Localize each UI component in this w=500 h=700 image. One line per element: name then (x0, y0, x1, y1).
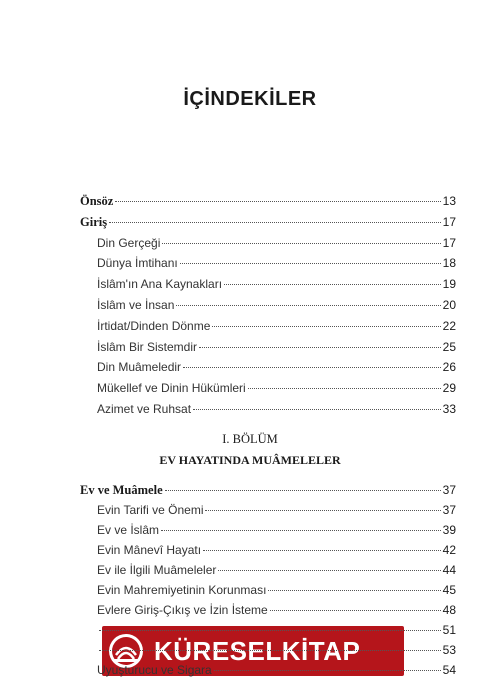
toc-entry-page: 39 (442, 523, 456, 537)
toc-entry (80, 193, 456, 209)
toc-leader-dots (115, 201, 440, 202)
toc-entry-label: Din Gerçeği (97, 235, 161, 250)
toc-entry-label: Giriş (80, 214, 108, 229)
toc-entry (97, 339, 456, 355)
toc-entry (80, 482, 456, 498)
toc-entry-label: Evin Mânevî Hayatı (97, 543, 202, 557)
toc-entry-label: Dünya İmtihanı (97, 256, 178, 271)
toc-entry-page: 18 (442, 256, 456, 271)
toc-leader-dots (248, 388, 441, 389)
toc-entry-page: 45 (442, 583, 456, 597)
toc-entry-page: 42 (442, 543, 456, 557)
toc-entry (97, 562, 456, 578)
toc-entry-label: İslâm Bir Sistemdir (97, 339, 198, 354)
toc-entry-page: 17 (442, 214, 456, 229)
toc-leader-dots (180, 263, 441, 264)
toc-entry-page: 29 (442, 381, 456, 396)
toc-entry-label: İslâm ve İnsan (97, 298, 175, 312)
page-title: İÇİNDEKİLER (183, 88, 317, 110)
toc-entry (97, 255, 456, 271)
toc-leader-dots (224, 284, 441, 285)
toc-entry-label: Ev ve İslâm (97, 523, 160, 537)
toc-entry-label: Evin Tarifi ve Önemi (97, 503, 204, 517)
toc-entry-page: 20 (442, 298, 456, 312)
toc-entry-label: Uyuşturucu ve Sigara (97, 663, 212, 677)
toc-leader-dots (218, 570, 440, 571)
toc-entry (97, 401, 456, 417)
toc-entry-page: 54 (442, 663, 456, 677)
toc-entry-page: 44 (442, 563, 456, 577)
toc-leader-dots (199, 347, 441, 348)
toc-entry-label: Azimet ve Ruhsat (97, 402, 192, 416)
toc-entry (97, 642, 456, 658)
toc-entry-page: 48 (442, 603, 456, 617)
toc-entry (97, 662, 456, 678)
watermark-brand-text: KÜRESELKİTAP (154, 635, 361, 666)
toc-entry-label: Evin Mahremiyetinin Korunması (97, 583, 267, 597)
toc-leader-dots (109, 222, 441, 223)
toc-entry (97, 622, 456, 638)
toc-entry-page: 53 (442, 643, 456, 657)
toc-leader-dots (270, 610, 441, 611)
toc-leader-dots (183, 367, 441, 368)
toc-entry (97, 602, 456, 618)
toc-entry (97, 297, 456, 313)
toc-leader-dots (214, 670, 441, 671)
toc-leader-dots (99, 630, 441, 631)
toc-entry-page: 25 (442, 339, 456, 354)
toc-entry-page: 26 (442, 360, 456, 375)
toc-entry-label: İrtidat/Dinden Dönme (97, 318, 211, 333)
toc-entry (97, 502, 456, 518)
toc-entry-page: 51 (442, 623, 456, 637)
toc-entry-page: 33 (442, 402, 456, 416)
toc-leader-dots (176, 305, 440, 306)
toc-entry-page: 37 (442, 483, 456, 497)
toc-leader-dots (203, 550, 441, 551)
toc-entry-label: Ev ile İlgili Muâmeleler (97, 563, 217, 577)
toc-leader-dots (161, 530, 441, 531)
toc-entry (97, 276, 456, 292)
toc-entry-page: 13 (442, 194, 456, 208)
toc-leader-dots (99, 650, 441, 651)
toc-entry (97, 380, 456, 396)
toc-entry-label: İslâm'ın Ana Kaynakları (97, 277, 223, 292)
toc-leader-dots (193, 409, 441, 410)
toc-leader-dots (205, 510, 440, 511)
toc-entry-page: 17 (442, 235, 456, 250)
toc-entry-label: Din Muâmeledir (97, 360, 182, 375)
toc-entry (97, 359, 456, 375)
toc-entry (97, 522, 456, 538)
toc-entry-label: Mükellef ve Dinin Hükümleri (97, 381, 246, 396)
toc-leader-dots (165, 490, 441, 491)
toc-leader-dots (212, 326, 440, 327)
section-number: I. BÖLÜM (222, 432, 278, 446)
toc-entry (97, 542, 456, 558)
toc-entry-label: Ev ve Muâmele (80, 483, 163, 497)
toc-entry (97, 318, 456, 334)
toc-entry (97, 582, 456, 598)
toc-leader-dots (162, 243, 440, 244)
section-title: EV HAYATINDA MUÂMELELER (159, 453, 341, 467)
toc-entry-label: Evlere Giriş-Çıkış ve İzin İsteme (97, 603, 268, 617)
toc-entry-page: 22 (442, 318, 456, 333)
toc-entry-label: Önsöz (80, 194, 114, 208)
toc-entry-page: 37 (442, 503, 456, 517)
toc-leader-dots (268, 590, 440, 591)
toc-entry-page: 19 (442, 277, 456, 292)
toc-entry (97, 235, 456, 251)
toc-entry (80, 214, 456, 230)
